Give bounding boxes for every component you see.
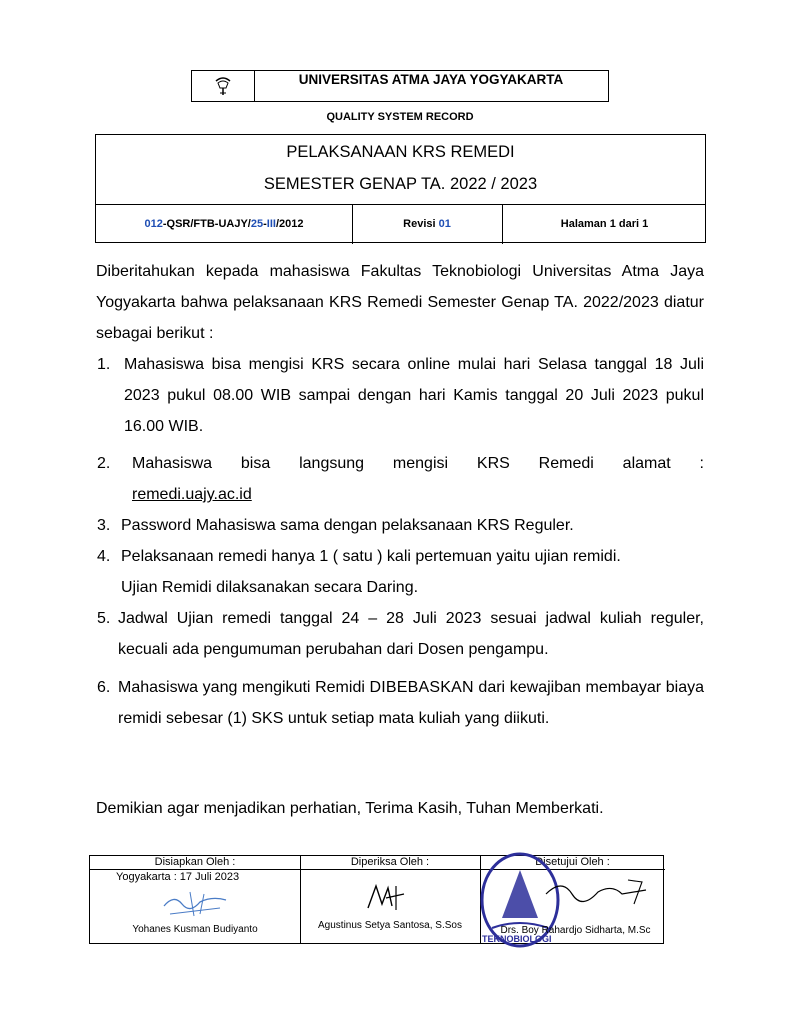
closing-text: Demikian agar menjadikan perhatian, Terima Kasih, Tuhan Memberkati. (96, 800, 604, 817)
list-item: 1. Mahasiswa bisa mengisi KRS secara online mulai hari Selasa tanggal 18 Juli 2023 pukul 08.00 WIB sampai dengan hari Kamis tanggal 20 Juli 2023 pukul 16.00 WIB. (97, 356, 704, 435)
title-box (95, 134, 706, 243)
krs-remedi-link[interactable]: remedi.uajy.ac.id (132, 486, 252, 503)
checked-by-column: Diperiksa Oleh : Agustinus Setya Santosa, S.Sos (300, 856, 481, 943)
approved-by-column: Disetujui Oleh : TEKNOBIOLOGI Drs. Boy Rahardjo Sidharta, M.Sc (480, 856, 665, 943)
stamp-text: TEKNOBIOLOGI (482, 934, 552, 944)
document-subtitle: SEMESTER GENAP TA. 2022 / 2023 (263, 175, 538, 193)
document-title: PELAKSANAAN KRS REMEDI (286, 143, 515, 161)
intro-paragraph: Diberitahukan kepada mahasiswa Fakultas Teknobiologi Universitas Atma Jaya Yogyakarta bahwa pelaksanaan KRS Remedi Semester Genap TA. 2022/2023 diatur sebagai berikut : (96, 263, 704, 342)
signature-yohanes (160, 888, 232, 920)
numbered-list: 1. Mahasiswa bisa mengisi KRS secara online mulai hari Selasa tanggal 18 Juli 2023 pukul 08.00 WIB sampai dengan hari Kamis tanggal 20 Juli 2023 pukul 16.00 WIB. 2. Mahasiswa bisa langsung mengisi KRS Remedi alamat : remedi.uajy.ac.id 3. Password Mahasiswa sama dengan pelaksanaan KRS Reguler. 4. Pelaksanaan remedi hanya 1 ( satu ) kali pertemuan yaitu ujian remidi. Ujian Remidi dilaksanakan secara Daring. 5. Jadwal Ujian remedi tanggal 24 – 28 Juli 2023 sesuai jadwal kuliah reguler, kecuali ada pengumuman perubahan dari Dosen pengampu. 6. Mahasiswa yang mengikuti Remidi DIBEBASKAN dari kewajiban membayar biaya remidi sebesar (1) SKS untuk setiap mata kuliah yang diikuti. (96, 349, 706, 789)
signature-agustinus (362, 880, 412, 914)
logo-cell (192, 71, 255, 101)
revision: Revisi 01 (352, 205, 503, 244)
prepared-by-column: Disiapkan Oleh : Yogyakarta : 17 Juli 2023 Yohanes Kusman Budiyanto (90, 856, 301, 943)
signature-table (89, 855, 664, 944)
university-name: UNIVERSITAS ATMA JAYA YOGYAKARTA (298, 72, 564, 87)
university-header (191, 70, 609, 102)
prepared-date: Yogyakarta : 17 Juli 2023 (116, 871, 240, 883)
record-type: QUALITY SYSTEM RECORD (326, 111, 474, 123)
university-logo-icon (214, 75, 232, 97)
document-meta-row (96, 204, 705, 244)
signature-boy (542, 874, 652, 914)
list-item: 2. Mahasiswa bisa langsung mengisi KRS Remedi alamat : remedi.uajy.ac.id (96, 448, 706, 510)
emphasis-dibebaskan: DIBEBASKAN (369, 679, 474, 696)
page-info: Halaman 1 dari 1 (560, 218, 649, 230)
document-code: 012-QSR/FTB-UAJY/25-III/2012 (96, 205, 353, 244)
